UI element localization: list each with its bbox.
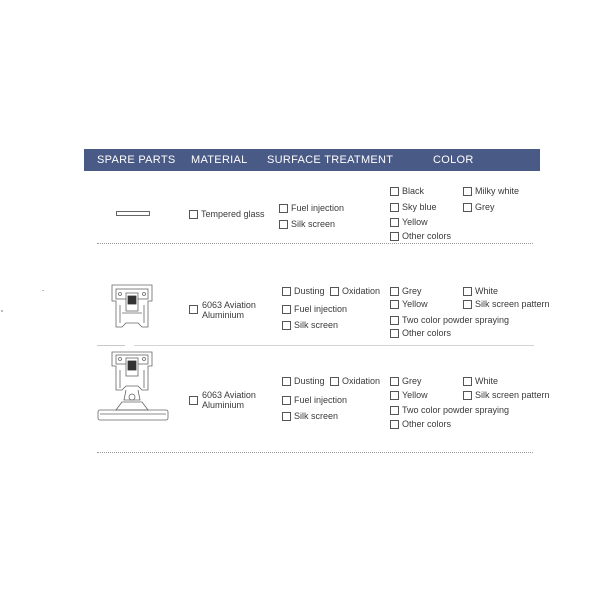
color-label: Yellow <box>402 217 428 227</box>
surface-checkbox-fuel-injection[interactable] <box>282 305 347 314</box>
surface-label: Oxidation <box>342 376 381 386</box>
color-label: Other colors <box>402 328 452 338</box>
surface-checkbox-dusting[interactable] <box>282 377 325 386</box>
surface-checkbox-fuel-injection[interactable] <box>282 396 347 405</box>
checkbox-box[interactable] <box>463 203 472 212</box>
color-checkbox-sky-blue[interactable] <box>390 203 437 212</box>
checkbox-box[interactable] <box>390 218 399 227</box>
color-checkbox-silk-screen-pattern[interactable] <box>463 391 550 400</box>
surface-checkbox-silk-screen[interactable] <box>279 220 335 229</box>
color-checkbox-white[interactable] <box>463 377 498 386</box>
color-label: Milky white <box>475 186 520 196</box>
surface-checkbox-silk-screen[interactable] <box>282 321 338 330</box>
material-line-2: Aluminium <box>202 310 245 320</box>
bracket-part-image <box>108 283 156 342</box>
color-checkbox-grey[interactable] <box>390 377 422 386</box>
checkbox-box[interactable] <box>463 377 472 386</box>
header-color: COLOR <box>433 154 474 166</box>
checkbox-box[interactable] <box>282 396 291 405</box>
color-checkbox-two-color-powder-spraying[interactable] <box>390 316 509 325</box>
row-divider <box>97 452 533 453</box>
color-label: Yellow <box>402 390 428 400</box>
color-checkbox-silk-screen-pattern[interactable] <box>463 300 550 309</box>
row-divider <box>97 243 533 244</box>
checkbox-box[interactable] <box>463 391 472 400</box>
checkbox-box[interactable] <box>463 187 472 196</box>
color-label: Grey <box>475 202 495 212</box>
surface-label: Silk screen <box>294 320 339 330</box>
checkbox-box[interactable] <box>279 204 288 213</box>
checkbox-box[interactable] <box>282 377 291 386</box>
surface-label: Dusting <box>294 376 325 386</box>
checkbox-box[interactable] <box>330 287 339 296</box>
surface-label: Fuel injection <box>294 395 348 405</box>
surface-label: Dusting <box>294 286 325 296</box>
bracket-with-base-image <box>96 350 170 431</box>
color-checkbox-grey[interactable] <box>390 287 422 296</box>
color-label: Sky blue <box>402 202 437 212</box>
table-header <box>84 149 540 171</box>
surface-checkbox-fuel-injection[interactable] <box>279 204 344 213</box>
checkbox-box[interactable] <box>189 210 198 219</box>
material-line-1: 6063 Aviation <box>202 390 256 400</box>
color-checkbox-other-colors[interactable] <box>390 420 451 429</box>
checkbox-box[interactable] <box>279 220 288 229</box>
color-checkbox-other-colors[interactable] <box>390 329 451 338</box>
surface-label: Fuel injection <box>294 304 348 314</box>
color-label: Other colors <box>402 231 452 241</box>
checkbox-box[interactable] <box>282 412 291 421</box>
color-label: Black <box>402 186 425 196</box>
surface-checkbox-oxidation[interactable] <box>330 287 380 296</box>
material-label: Tempered glass <box>201 209 265 219</box>
material-line-1: 6063 Aviation <box>202 300 256 310</box>
material-checkbox-aviation-aluminium[interactable] <box>189 305 201 314</box>
color-label: Grey <box>402 286 422 296</box>
material-label <box>202 390 256 410</box>
checkbox-box[interactable] <box>463 300 472 309</box>
checkbox-box[interactable] <box>463 287 472 296</box>
surface-label: Oxidation <box>342 286 381 296</box>
checkbox-box[interactable] <box>390 377 399 386</box>
color-checkbox-yellow[interactable] <box>390 300 428 309</box>
row-divider-left <box>97 345 125 346</box>
color-checkbox-black[interactable] <box>390 187 424 196</box>
surface-checkbox-silk-screen[interactable] <box>282 412 338 421</box>
stray-mark <box>42 290 44 291</box>
stray-mark <box>1 310 3 312</box>
material-line-2: Aluminium <box>202 400 245 410</box>
color-label: Two color powder spraying <box>402 405 510 415</box>
color-checkbox-milky-white[interactable] <box>463 187 519 196</box>
glass-panel-image <box>116 204 150 222</box>
color-checkbox-yellow[interactable] <box>390 391 428 400</box>
color-checkbox-white[interactable] <box>463 287 498 296</box>
checkbox-box[interactable] <box>282 287 291 296</box>
row-divider <box>134 345 534 346</box>
surface-label: Fuel injection <box>291 203 345 213</box>
checkbox-box[interactable] <box>282 305 291 314</box>
header-surface-treatment: SURFACE TREATMENT <box>267 154 394 166</box>
color-label: Silk screen pattern <box>475 299 550 309</box>
color-label: Grey <box>402 376 422 386</box>
checkbox-box[interactable] <box>189 305 198 314</box>
color-checkbox-grey[interactable] <box>463 203 495 212</box>
color-checkbox-yellow[interactable] <box>390 218 428 227</box>
material-checkbox-tempered-glass[interactable] <box>189 210 265 219</box>
checkbox-box[interactable] <box>189 396 198 405</box>
checkbox-box[interactable] <box>390 300 399 309</box>
checkbox-box[interactable] <box>390 287 399 296</box>
color-checkbox-other-colors[interactable] <box>390 232 451 241</box>
surface-label: Silk screen <box>291 219 336 229</box>
surface-label: Silk screen <box>294 411 339 421</box>
checkbox-box[interactable] <box>390 391 399 400</box>
checkbox-box[interactable] <box>390 203 399 212</box>
color-label: Yellow <box>402 299 428 309</box>
checkbox-box[interactable] <box>390 329 399 338</box>
checkbox-box[interactable] <box>390 420 399 429</box>
checkbox-box[interactable] <box>390 232 399 241</box>
color-checkbox-two-color-powder-spraying[interactable] <box>390 406 509 415</box>
checkbox-box[interactable] <box>390 187 399 196</box>
checkbox-box[interactable] <box>282 321 291 330</box>
color-label: Other colors <box>402 419 452 429</box>
color-label: Two color powder spraying <box>402 315 510 325</box>
checkbox-box[interactable] <box>390 316 399 325</box>
checkbox-box[interactable] <box>390 406 399 415</box>
header-spare-parts: SPARE PARTS <box>97 154 176 166</box>
surface-checkbox-dusting[interactable] <box>282 287 325 296</box>
color-label: White <box>475 286 499 296</box>
material-label <box>202 300 256 320</box>
checkbox-box[interactable] <box>330 377 339 386</box>
surface-checkbox-oxidation[interactable] <box>330 377 380 386</box>
color-label: White <box>475 376 499 386</box>
material-checkbox-aviation-aluminium[interactable] <box>189 396 201 405</box>
color-label: Silk screen pattern <box>475 390 550 400</box>
header-material: MATERIAL <box>191 154 248 166</box>
